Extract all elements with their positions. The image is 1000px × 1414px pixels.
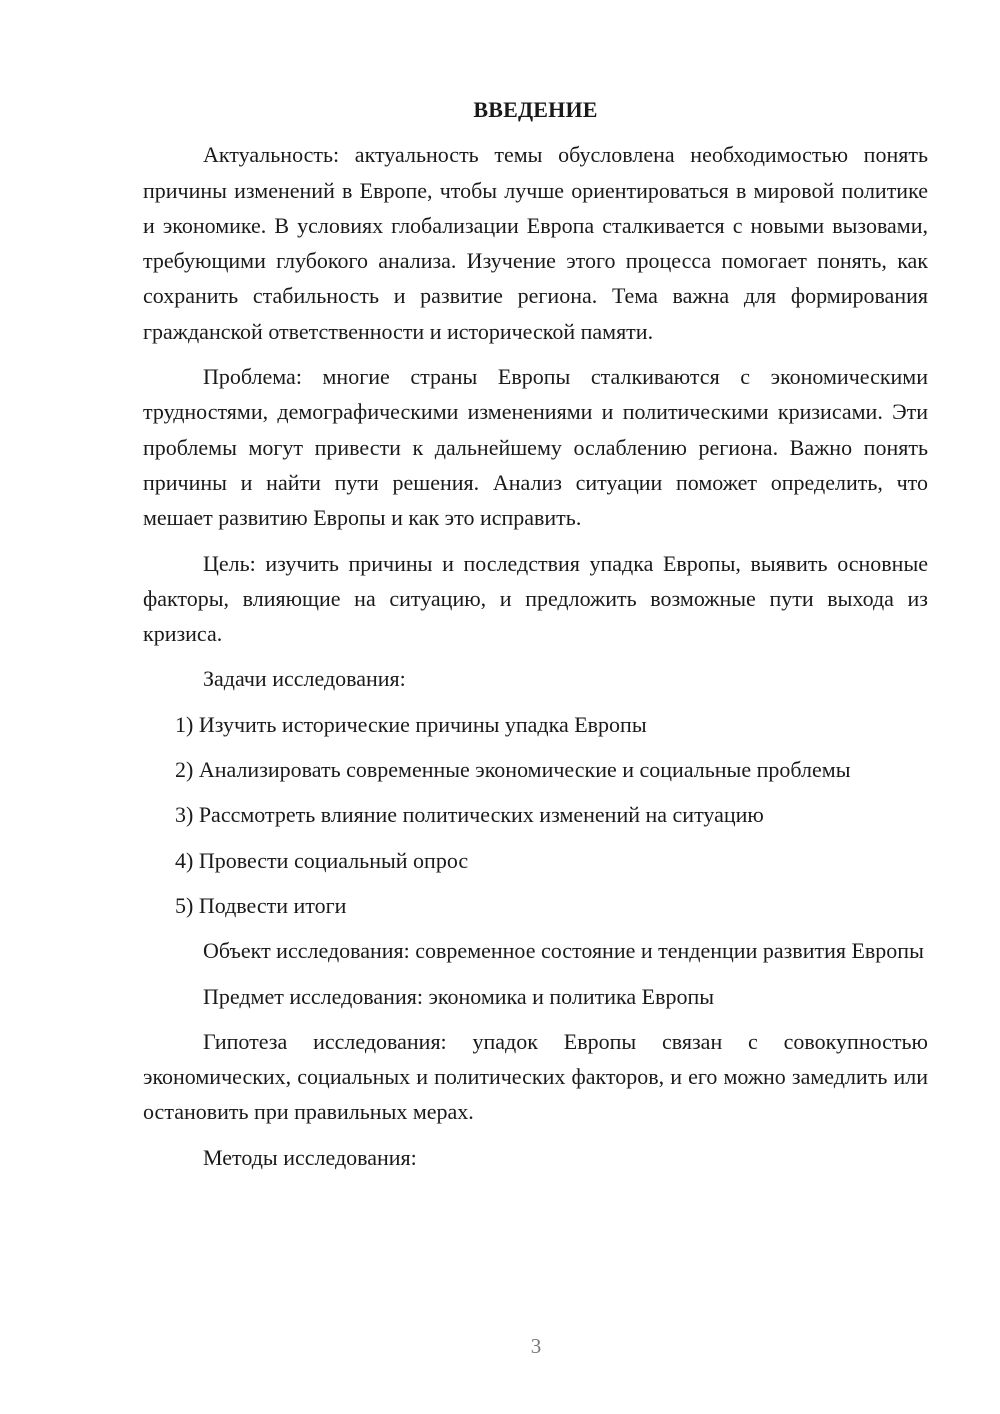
relevance-paragraph: Актуальность: актуальность темы обусловлена необходимостью понять причины изменений в Европе, чтобы лучше ориентироваться в мировой политике и экономике. В условиях глобализации Европа сталкивается с новыми вызовами, требующими глубокого анализа. Изучение этого процесса помогает понять, как сохранить стабильность и развитие региона. Тема важна для формирования гражданской ответственности и исторической памяти. (143, 142, 928, 344)
problem-paragraph: Проблема: многие страны Европы сталкиваются с экономическими трудностями, демографическими изменениями и политическими кризисами. Эти проблемы могут привести к дальнейшему ослаблению региона. Важно понять причины и найти пути решения. Анализ ситуации поможет определить, что мешает развитию Европы и как это исправить. (143, 364, 928, 531)
page-content (143, 92, 928, 1185)
goal-paragraph: Цель: изучить причины и последствия упадка Европы, выявить основные факторы, влияющие на ситуацию, и предложить возможные пути выхода из кризиса. (143, 550, 928, 647)
hypothesis-paragraph: Гипотеза исследования: упадок Европы связан с совокупностью экономических, социальных и политических факторов, и его можно замедлить или остановить при правильных мерах. (143, 1028, 928, 1125)
section-heading: ВВЕДЕНИЕ (473, 97, 598, 122)
task-item-5: 5) Подвести итоги (175, 892, 347, 918)
object-paragraph: Объект исследования: современное состояние и тенденции развития Европы (203, 938, 924, 964)
task-item-1: 1) Изучить исторические причины упадка Европы (175, 711, 647, 737)
tasks-title: Задачи исследования: (203, 666, 406, 692)
methods-title: Методы исследования: (203, 1144, 417, 1170)
task-item-3: 3) Рассмотреть влияние политических изменений на ситуацию (175, 802, 764, 828)
subject-paragraph: Предмет исследования: экономика и политика Европы (203, 983, 715, 1009)
task-item-4: 4) Провести социальный опрос (175, 847, 469, 873)
task-item-2: 2) Анализировать современные экономические и социальные проблемы (175, 757, 851, 783)
page-number: 3 (530, 1334, 542, 1358)
